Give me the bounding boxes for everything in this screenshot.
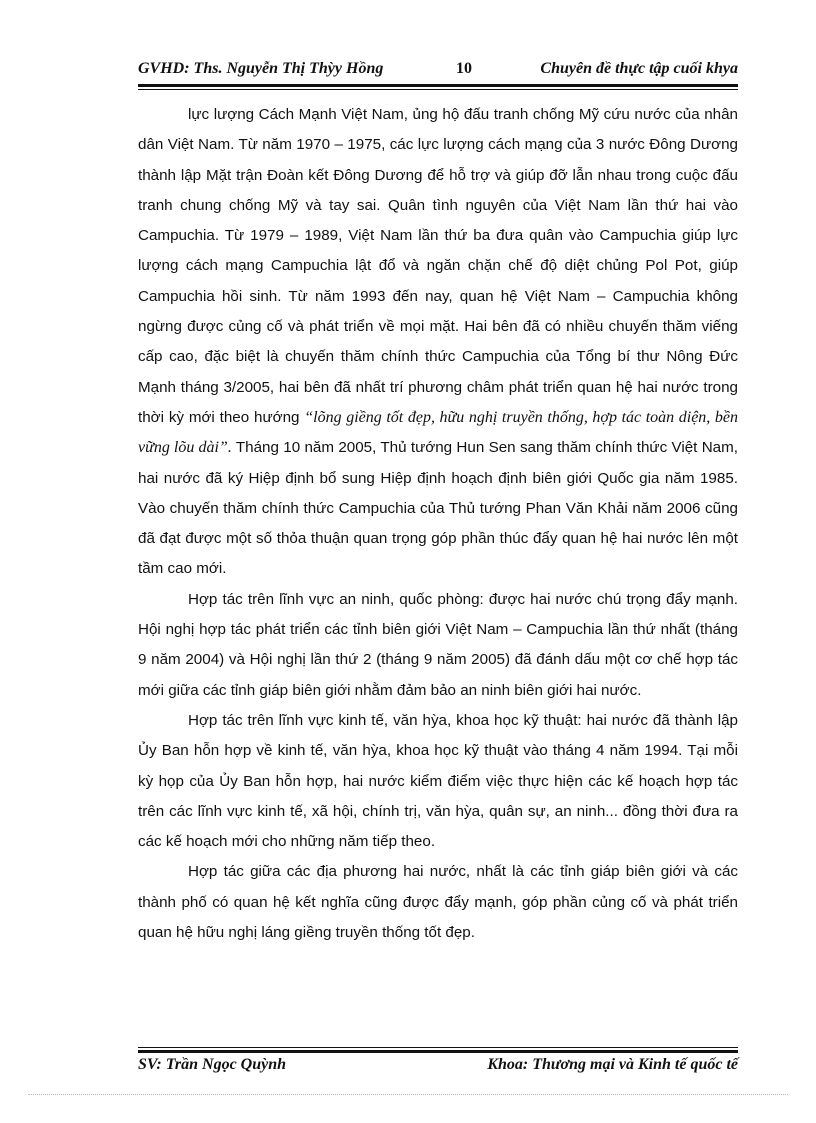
paragraph-relations-quote: “lõng giềng tốt đẹp, hữu nghị truyền thống, hợp tác toàn diện, bền vững lõu dài”. — [138, 408, 738, 457]
paragraph-relations-text: lực lượng Cách Mạnh Việt Nam, ủng hộ đấu tranh chống Mỹ cứu nước của nhân dân Việt Nam. Từ năm 1970 – 1975, các lực lượng cách mạng của 3 nước Đông Dương thành lập Mặt trận Đoàn kết Đông Dương để hỗ trợ và giúp đỡ lẫn nhau trong cuộc đấu tranh chung chống Mỹ và tay sai. Quân tình nguyên của Việt Nam lần thứ hai vào Campuchia. Từ 1979 – 1989, Việt Nam lần thứ ba đưa quân vào Campuchia giúp lực lượng cách mạng Campuchia lật đổ và ngăn chặn chế độ diệt chủng Pol Pot, giúp Campuchia hồi sinh. Từ năm 1993 đến nay, quan hệ Việt Nam – Campuchia không ngừng được củng cố và phát triển về mọi mặt. Hai bên đã có nhiều chuyến thăm viếng cấp cao, đặc biệt là chuyến thăm chính thức Campuchia của Tổng bí thư Nông Đức Mạnh tháng 3/2005, hai bên đã nhất trí phương châm phát triển quan hệ hai nước trong thời kỳ mới theo hướng — [138, 106, 738, 426]
page-bottom-dotted-line — [28, 1094, 788, 1095]
footer-rule-thick — [138, 1050, 738, 1053]
header-rule-thick — [138, 84, 738, 87]
header-rule-thin — [138, 89, 738, 90]
body-text — [138, 100, 738, 948]
paragraph-relations — [138, 100, 738, 585]
page-footer — [138, 1056, 738, 1078]
paragraph-relations-text-end: Tháng 10 năm 2005, Thủ tướng Hun Sen sang thăm chính thức Việt Nam, hai nước đã ký Hiệp định bổ sung Hiệp định hoạch định biên giới Quốc gia năm 1985. Vào chuyến thăm chính thức Campuchia của Thủ tướng Phan Văn Khải năm 2006 cũng đã đạt được một số thỏa thuận quan trọng góp phần thúc đẩy quan hệ hai nước lên một tầm cao mới. — [138, 439, 738, 578]
header-supervisor: GVHD: Ths. Nguyễn Thị Thỳy Hồng — [138, 60, 384, 77]
page-header — [138, 58, 738, 82]
paragraph-security: Hợp tác trên lĩnh vực an ninh, quốc phòng: được hai nước chú trọng đẩy mạnh. Hội nghị hợp tác phát triển các tỉnh biên giới Việt Nam – Campuchia lần thứ nhất (tháng 9 năm 2004) và Hội nghị lần thứ 2 (tháng 9 năm 2005) đã đánh dấu một cơ chế hợp tác mới giữa các tỉnh giáp biên giới nhằm đảm bảo an ninh biên giới hai nước. — [138, 590, 738, 699]
page-number: 10 — [456, 60, 472, 77]
header-report-title: Chuyên đề thực tập cuối khya — [540, 60, 738, 77]
footer-rule-thin — [138, 1047, 738, 1048]
footer-student: SV: Trần Ngọc Quỳnh — [138, 1056, 287, 1073]
footer-faculty: Khoa: Thương mại và Kinh tế quốc tế — [487, 1056, 738, 1073]
paragraph-economy: Hợp tác trên lĩnh vực kinh tế, văn hỳa, khoa học kỹ thuật: hai nước đã thành lập Ủy Ban hỗn hợp về kinh tế, văn hỳa, khoa học kỹ thuật vào tháng 4 năm 1994. Tại mỗi kỳ họp của Ủy Ban hỗn hợp, hai nước kiểm điểm việc thực hiện các kế hoạch hợp tác trên các lĩnh vực kinh tế, xã hội, chính trị, văn hỳa, quân sự, an ninh... đồng thời đưa ra các kế hoạch mới cho những năm tiếp theo. — [138, 711, 738, 851]
paragraph-localities: Hợp tác giữa các địa phương hai nước, nhất là các tỉnh giáp biên giới và các thành phố có quan hệ kết nghĩa cũng được đẩy mạnh, góp phần củng cố và phát triển quan hệ hữu nghị láng giềng truyền thống tốt đẹp. — [138, 863, 738, 942]
